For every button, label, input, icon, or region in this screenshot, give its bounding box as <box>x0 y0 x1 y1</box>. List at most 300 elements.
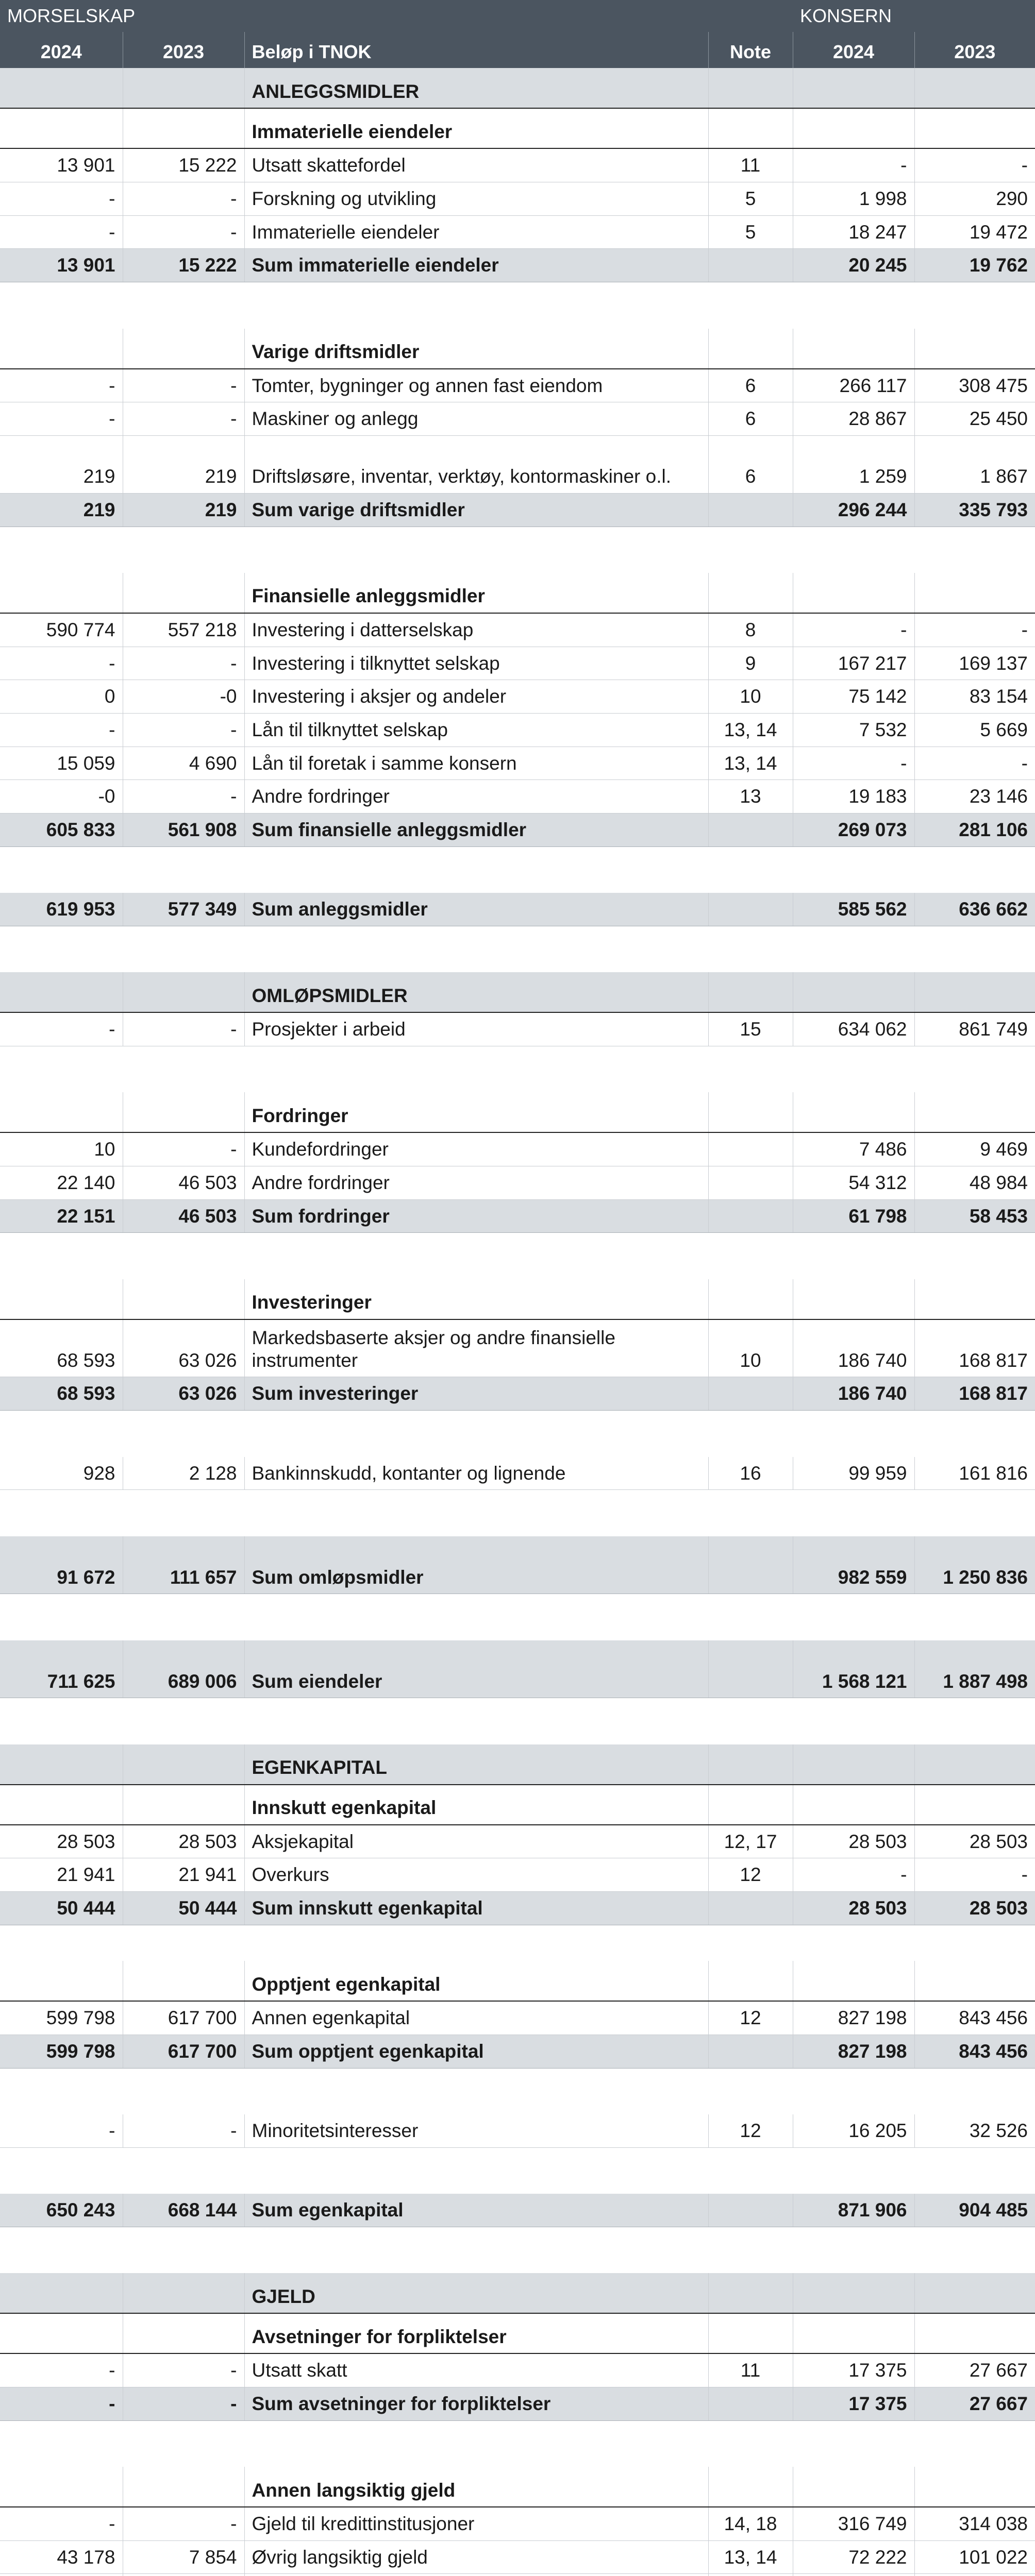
morselskap-2024-cell: 22 140 <box>0 1166 123 1200</box>
morselskap-2023-cell: 617 700 <box>123 2001 244 2035</box>
morselskap-2023-cell: - <box>123 647 244 680</box>
konsern-2023-cell: 19 762 <box>914 249 1035 282</box>
sum-row <box>0 1640 1035 1698</box>
konsern-2024-cell: 266 117 <box>793 369 914 402</box>
konsern-2024-cell: 99 959 <box>793 1457 914 1490</box>
konsern-2023-cell: 308 475 <box>914 369 1035 402</box>
konsern-2024-cell: 871 906 <box>793 2194 914 2227</box>
konsern-2024-cell <box>793 2574 914 2576</box>
subsection-header-row <box>0 329 1035 369</box>
morselskap-2023-cell: - <box>123 182 244 216</box>
subsection-title: Finansielle anleggsmidler <box>244 573 708 613</box>
note-cell <box>708 1132 793 1166</box>
description-cell: Andre fordringer <box>244 1166 708 1200</box>
description-cell: Sum investeringer <box>244 1377 708 1411</box>
konsern-2023-cell: 25 450 <box>914 402 1035 436</box>
morselskap-2023-cell: 577 349 <box>123 893 244 926</box>
note-cell: 5 <box>708 182 793 216</box>
konsern-2024-cell: 54 312 <box>793 1166 914 1200</box>
table-row <box>0 1132 1035 1166</box>
description-cell: Sum innskutt egenkapital <box>244 1892 708 1925</box>
sum-row <box>0 2387 1035 2421</box>
table-row <box>0 2540 1035 2574</box>
description-cell: Sum finansielle anleggsmidler <box>244 814 708 847</box>
table-row <box>0 780 1035 814</box>
morselskap-2024-cell: 68 593 <box>0 1319 123 1377</box>
konsern-2024-cell: 7 486 <box>793 1132 914 1166</box>
col-header-k2024: 2024 <box>793 32 914 68</box>
col-header-k2023: 2023 <box>914 32 1035 68</box>
konsern-2023-cell: 83 154 <box>914 680 1035 714</box>
morselskap-2023-cell: 50 444 <box>123 1892 244 1925</box>
morselskap-2023-cell: 46 503 <box>123 1199 244 1233</box>
konsern-2023-cell: 636 662 <box>914 893 1035 926</box>
morselskap-2024-cell: - <box>0 2114 123 2147</box>
description-cell: Sum fordringer <box>244 1199 708 1233</box>
morselskap-2024-cell: 590 774 <box>0 613 123 647</box>
morselskap-2024-cell: 50 444 <box>0 1892 123 1925</box>
konsern-2023-cell: 843 456 <box>914 2001 1035 2035</box>
description-cell: Investering i aksjer og andeler <box>244 680 708 714</box>
morselskap-2023-cell: 219 <box>123 493 244 527</box>
morselskap-2023-cell: - <box>123 1132 244 1166</box>
note-cell: 14, 18 <box>708 2507 793 2540</box>
spacer-row <box>0 846 1035 893</box>
table-row <box>0 1457 1035 1490</box>
note-cell: 15 <box>708 1012 793 1046</box>
spacer-row <box>0 926 1035 972</box>
spacer-row <box>0 1925 1035 1961</box>
konsern-2024-cell: 1 259 <box>793 435 914 493</box>
description-cell: Immaterielle eiendeler <box>244 215 708 249</box>
morselskap-2024-cell: - <box>0 1012 123 1046</box>
table-row <box>0 2353 1035 2387</box>
morselskap-2023-cell: - <box>123 1012 244 1046</box>
konsern-2023-cell: 5 669 <box>914 714 1035 747</box>
morselskap-2023-cell: - <box>123 714 244 747</box>
morselskap-2024-cell: 711 625 <box>0 1640 123 1698</box>
morselskap-2023-cell: - <box>123 780 244 814</box>
spacer-row <box>0 1698 1035 1744</box>
section-title: ANLEGGSMIDLER <box>244 68 708 108</box>
morselskap-2024-cell: 22 151 <box>0 1199 123 1233</box>
table-row <box>0 2574 1035 2576</box>
note-cell: 9 <box>708 647 793 680</box>
konsern-2024-cell: 1 998 <box>793 182 914 216</box>
description-cell: Annen egenkapital <box>244 2001 708 2035</box>
morselskap-2023-cell: - <box>123 2507 244 2540</box>
morselskap-2024-cell: 91 672 <box>0 1536 123 1594</box>
description-cell: Utsatt skatt <box>244 2353 708 2387</box>
sum-row <box>0 1199 1035 1233</box>
note-cell: 10 <box>708 680 793 714</box>
description-cell <box>244 2574 708 2576</box>
table-row <box>0 1012 1035 1046</box>
col-header-m2024: 2024 <box>0 32 123 68</box>
note-cell: 13 <box>708 780 793 814</box>
description-cell: Sum avsetninger for forpliktelser <box>244 2387 708 2421</box>
table-row <box>0 2114 1035 2147</box>
spacer-row <box>0 2147 1035 2194</box>
morselskap-2023-cell: 63 026 <box>123 1377 244 1411</box>
morselskap-2024-cell: 928 <box>0 1457 123 1490</box>
description-cell: Sum egenkapital <box>244 2194 708 2227</box>
morselskap-2023-cell: 617 700 <box>123 2035 244 2068</box>
morselskap-2024-cell: 605 833 <box>0 814 123 847</box>
konsern-2024-cell: 186 740 <box>793 1377 914 1411</box>
konsern-2023-cell: 23 146 <box>914 780 1035 814</box>
table-row <box>0 647 1035 680</box>
konsern-2024-cell: - <box>793 1858 914 1892</box>
morselskap-header: MORSELSKAP <box>0 0 708 32</box>
konsern-2024-cell: 75 142 <box>793 680 914 714</box>
konsern-2024-cell: 28 867 <box>793 402 914 436</box>
konsern-2024-cell: 585 562 <box>793 893 914 926</box>
subsection-title: Innskutt egenkapital <box>244 1785 708 1825</box>
morselskap-2023-cell: 4 690 <box>123 747 244 780</box>
sum-row <box>0 1536 1035 1594</box>
section-title: GJELD <box>244 2273 708 2313</box>
spacer-row <box>0 527 1035 573</box>
morselskap-2023-cell: - <box>123 2387 244 2421</box>
morselskap-2024-cell <box>0 2574 123 2576</box>
spacer-row <box>0 2420 1035 2467</box>
morselskap-2024-cell: 599 798 <box>0 2035 123 2068</box>
description-cell: Driftsløsøre, inventar, verktøy, kontormaskiner o.l. <box>244 435 708 493</box>
morselskap-2023-cell <box>123 2574 244 2576</box>
section-title: EGENKAPITAL <box>244 1744 708 1785</box>
subsection-title: Investeringer <box>244 1279 708 1319</box>
description-cell: Andre fordringer <box>244 780 708 814</box>
morselskap-2023-cell: 21 941 <box>123 1858 244 1892</box>
table-row <box>0 2507 1035 2540</box>
morselskap-2024-cell: 13 901 <box>0 148 123 182</box>
morselskap-2024-cell: - <box>0 182 123 216</box>
morselskap-2024-cell: - <box>0 2353 123 2387</box>
description-cell: Sum anleggsmidler <box>244 893 708 926</box>
subsection-title: Varige driftsmidler <box>244 329 708 369</box>
subsection-header-row <box>0 108 1035 148</box>
table-row <box>0 747 1035 780</box>
konsern-2023-cell: - <box>914 148 1035 182</box>
table-row <box>0 215 1035 249</box>
konsern-2024-cell: 17 375 <box>793 2353 914 2387</box>
subsection-title: Immaterielle eiendeler <box>244 108 708 148</box>
spacer-row <box>0 1594 1035 1640</box>
description-cell: Utsatt skattefordel <box>244 148 708 182</box>
subsection-title: Annen langsiktig gjeld <box>244 2467 708 2507</box>
description-cell: Sum eiendeler <box>244 1640 708 1698</box>
konsern-header: KONSERN <box>793 0 1035 32</box>
note-cell: 12, 17 <box>708 1825 793 1858</box>
table-row <box>0 435 1035 493</box>
balance-rows <box>0 68 1035 2576</box>
konsern-2024-cell: 316 749 <box>793 2507 914 2540</box>
note-cell <box>708 493 793 527</box>
sum-row <box>0 493 1035 527</box>
col-header-note: Note <box>708 32 793 68</box>
description-cell: Sum immaterielle eiendeler <box>244 249 708 282</box>
spacer-row <box>0 2068 1035 2114</box>
morselskap-2023-cell: 15 222 <box>123 249 244 282</box>
morselskap-2023-cell: 219 <box>123 435 244 493</box>
morselskap-2023-cell: 46 503 <box>123 1166 244 1200</box>
konsern-2023-cell: 168 817 <box>914 1377 1035 1411</box>
morselskap-2024-cell: - <box>0 2507 123 2540</box>
note-cell <box>708 1536 793 1594</box>
note-cell: 12 <box>708 1858 793 1892</box>
table-row <box>0 680 1035 714</box>
note-cell: 13, 14 <box>708 2540 793 2574</box>
konsern-2023-cell: 168 817 <box>914 1319 1035 1377</box>
description-cell: Forskning og utvikling <box>244 182 708 216</box>
note-cell: 16 <box>708 1457 793 1490</box>
konsern-2023-cell: 27 667 <box>914 2387 1035 2421</box>
note-cell <box>708 1166 793 1200</box>
morselskap-2023-cell: - <box>123 369 244 402</box>
morselskap-2024-cell: - <box>0 369 123 402</box>
note-cell: 12 <box>708 2001 793 2035</box>
konsern-2023-cell: 904 485 <box>914 2194 1035 2227</box>
column-header-row <box>0 32 1035 68</box>
note-cell: 11 <box>708 148 793 182</box>
konsern-2023-cell: 861 749 <box>914 1012 1035 1046</box>
morselskap-2024-cell: 13 901 <box>0 249 123 282</box>
morselskap-2024-cell: 68 593 <box>0 1377 123 1411</box>
konsern-2024-cell: 19 183 <box>793 780 914 814</box>
morselskap-2024-cell: 0 <box>0 680 123 714</box>
note-cell: 6 <box>708 435 793 493</box>
morselskap-2023-cell: 15 222 <box>123 148 244 182</box>
subsection-header-row <box>0 1092 1035 1132</box>
konsern-2023-cell: 28 503 <box>914 1825 1035 1858</box>
note-cell: 12 <box>708 2114 793 2147</box>
konsern-2024-cell: 982 559 <box>793 1536 914 1594</box>
morselskap-2024-cell: 10 <box>0 1132 123 1166</box>
konsern-2023-cell: 1 250 836 <box>914 1536 1035 1594</box>
konsern-2023-cell: 169 137 <box>914 647 1035 680</box>
spacer-row <box>0 1046 1035 1092</box>
description-cell: Prosjekter i arbeid <box>244 1012 708 1046</box>
morselskap-2023-cell: 63 026 <box>123 1319 244 1377</box>
note-cell <box>708 893 793 926</box>
morselskap-2024-cell: - <box>0 402 123 436</box>
morselskap-2024-cell: -0 <box>0 780 123 814</box>
subsection-header-row <box>0 2467 1035 2507</box>
konsern-2024-cell: 7 532 <box>793 714 914 747</box>
sum-row <box>0 1892 1035 1925</box>
konsern-2024-cell: 186 740 <box>793 1319 914 1377</box>
morselskap-2023-cell: - <box>123 402 244 436</box>
table-row <box>0 148 1035 182</box>
konsern-2024-cell: 269 073 <box>793 814 914 847</box>
note-cell <box>708 814 793 847</box>
subsection-header-row <box>0 573 1035 613</box>
description-cell: Overkurs <box>244 1858 708 1892</box>
description-cell: Maskiner og anlegg <box>244 402 708 436</box>
konsern-2023-cell: 28 503 <box>914 1892 1035 1925</box>
description-cell: Investering i datterselskap <box>244 613 708 647</box>
morselskap-2024-cell: 15 059 <box>0 747 123 780</box>
morselskap-2023-cell: - <box>123 215 244 249</box>
description-cell: Markedsbaserte aksjer og andre finansielle instrumenter <box>244 1319 708 1377</box>
note-cell <box>708 249 793 282</box>
morselskap-2024-cell: 28 503 <box>0 1825 123 1858</box>
konsern-2024-cell: 17 375 <box>793 2387 914 2421</box>
subsection-title: Opptjent egenkapital <box>244 1961 708 2001</box>
table-row <box>0 1319 1035 1377</box>
konsern-2024-cell: 28 503 <box>793 1892 914 1925</box>
konsern-2024-cell: - <box>793 148 914 182</box>
spacer-row <box>0 1233 1035 1279</box>
konsern-2023-cell: 335 793 <box>914 493 1035 527</box>
note-cell: 5 <box>708 215 793 249</box>
morselskap-2024-cell: - <box>0 714 123 747</box>
morselskap-2024-cell: 619 953 <box>0 893 123 926</box>
note-cell <box>708 2574 793 2576</box>
sum-row <box>0 2194 1035 2227</box>
konsern-2023-cell: 1 867 <box>914 435 1035 493</box>
morselskap-2024-cell: - <box>0 2387 123 2421</box>
morselskap-2023-cell: 561 908 <box>123 814 244 847</box>
konsern-2023-cell: 101 022 <box>914 2540 1035 2574</box>
section-header-row <box>0 68 1035 108</box>
description-cell: Kundefordringer <box>244 1132 708 1166</box>
konsern-2024-cell: 16 205 <box>793 2114 914 2147</box>
note-cell <box>708 1640 793 1698</box>
note-cell: 6 <box>708 402 793 436</box>
konsern-2024-cell: 827 198 <box>793 2001 914 2035</box>
konsern-2024-cell: - <box>793 613 914 647</box>
subsection-title: Avsetninger for forpliktelser <box>244 2313 708 2353</box>
konsern-2024-cell: 167 217 <box>793 647 914 680</box>
note-cell: 13, 14 <box>708 714 793 747</box>
konsern-2024-cell: 61 798 <box>793 1199 914 1233</box>
konsern-2024-cell: 1 568 121 <box>793 1640 914 1698</box>
description-cell: Aksjekapital <box>244 1825 708 1858</box>
morselskap-2024-cell: 21 941 <box>0 1858 123 1892</box>
spacer-row <box>0 2227 1035 2273</box>
konsern-2024-cell: 296 244 <box>793 493 914 527</box>
subsection-header-row <box>0 1961 1035 2001</box>
note-cell: 6 <box>708 369 793 402</box>
spacer-row <box>0 282 1035 329</box>
subsection-header-row <box>0 1279 1035 1319</box>
konsern-2024-cell: 634 062 <box>793 1012 914 1046</box>
konsern-2024-cell: 20 245 <box>793 249 914 282</box>
konsern-2024-cell: - <box>793 747 914 780</box>
sum-row <box>0 249 1035 282</box>
section-title: OMLØPSMIDLER <box>244 972 708 1012</box>
subsection-title: Fordringer <box>244 1092 708 1132</box>
morselskap-2024-cell: - <box>0 215 123 249</box>
morselskap-2024-cell: 650 243 <box>0 2194 123 2227</box>
konsern-2023-cell: 161 816 <box>914 1457 1035 1490</box>
konsern-2024-cell: 827 198 <box>793 2035 914 2068</box>
note-cell <box>708 2035 793 2068</box>
col-header-m2023: 2023 <box>123 32 244 68</box>
spacer-row <box>0 1411 1035 1457</box>
note-cell: 11 <box>708 2353 793 2387</box>
section-header-row <box>0 972 1035 1012</box>
section-header-row <box>0 1744 1035 1785</box>
subsection-header-row <box>0 2313 1035 2353</box>
note-cell <box>708 2387 793 2421</box>
konsern-2024-cell: 72 222 <box>793 2540 914 2574</box>
spacer-row <box>0 1490 1035 1536</box>
description-cell: Minoritetsinteresser <box>244 2114 708 2147</box>
note-cell: 8 <box>708 613 793 647</box>
description-cell: Sum omløpsmidler <box>244 1536 708 1594</box>
konsern-2023-cell: 58 453 <box>914 1199 1035 1233</box>
morselskap-2023-cell: 557 218 <box>123 613 244 647</box>
konsern-2024-cell: 18 247 <box>793 215 914 249</box>
morselskap-2023-cell: 111 657 <box>123 1536 244 1594</box>
sum-row <box>0 1377 1035 1411</box>
morselskap-2023-cell: 689 006 <box>123 1640 244 1698</box>
section-header-row <box>0 2273 1035 2313</box>
morselskap-2023-cell: - <box>123 2353 244 2387</box>
description-cell: Lån til foretak i samme konsern <box>244 747 708 780</box>
konsern-2023-cell: 314 038 <box>914 2507 1035 2540</box>
morselskap-2024-cell: 219 <box>0 435 123 493</box>
sum-row <box>0 814 1035 847</box>
morselskap-2023-cell: 2 128 <box>123 1457 244 1490</box>
description-cell: Bankinnskudd, kontanter og lignende <box>244 1457 708 1490</box>
konsern-2023-cell: 19 472 <box>914 215 1035 249</box>
note-cell: 13, 14 <box>708 747 793 780</box>
konsern-2023-cell: 32 526 <box>914 2114 1035 2147</box>
morselskap-2024-cell: - <box>0 647 123 680</box>
morselskap-2023-cell: 28 503 <box>123 1825 244 1858</box>
konsern-2023-cell: 281 106 <box>914 814 1035 847</box>
sum-row <box>0 893 1035 926</box>
konsern-2023-cell: 27 667 <box>914 2353 1035 2387</box>
konsern-2023-cell: - <box>914 747 1035 780</box>
konsern-2023-cell <box>914 2574 1035 2576</box>
konsern-2023-cell: 48 984 <box>914 1166 1035 1200</box>
description-cell: Investering i tilknyttet selskap <box>244 647 708 680</box>
table-row <box>0 1825 1035 1858</box>
konsern-2023-cell: - <box>914 1858 1035 1892</box>
col-header-description: Beløp i TNOK <box>244 32 708 68</box>
konsern-2023-cell: 290 <box>914 182 1035 216</box>
konsern-2023-cell: - <box>914 613 1035 647</box>
table-row <box>0 369 1035 402</box>
description-cell: Tomter, bygninger og annen fast eiendom <box>244 369 708 402</box>
sum-row <box>0 2035 1035 2068</box>
table-row <box>0 2001 1035 2035</box>
description-cell: Øvrig langsiktig gjeld <box>244 2540 708 2574</box>
morselskap-2023-cell: - <box>123 2114 244 2147</box>
description-cell: Sum opptjent egenkapital <box>244 2035 708 2068</box>
table-row <box>0 182 1035 216</box>
description-cell: Lån til tilknyttet selskap <box>244 714 708 747</box>
morselskap-2023-cell: 7 854 <box>123 2540 244 2574</box>
description-cell: Gjeld til kredittinstitusjoner <box>244 2507 708 2540</box>
morselskap-2024-cell: 599 798 <box>0 2001 123 2035</box>
description-cell: Sum varige driftsmidler <box>244 493 708 527</box>
morselskap-2023-cell: 668 144 <box>123 2194 244 2227</box>
group-header-row <box>0 0 1035 32</box>
table-row <box>0 1858 1035 1892</box>
note-cell <box>708 1377 793 1411</box>
konsern-2024-cell: 28 503 <box>793 1825 914 1858</box>
morselskap-2024-cell: 43 178 <box>0 2540 123 2574</box>
table-row <box>0 402 1035 436</box>
table-row <box>0 1166 1035 1200</box>
table-row <box>0 714 1035 747</box>
